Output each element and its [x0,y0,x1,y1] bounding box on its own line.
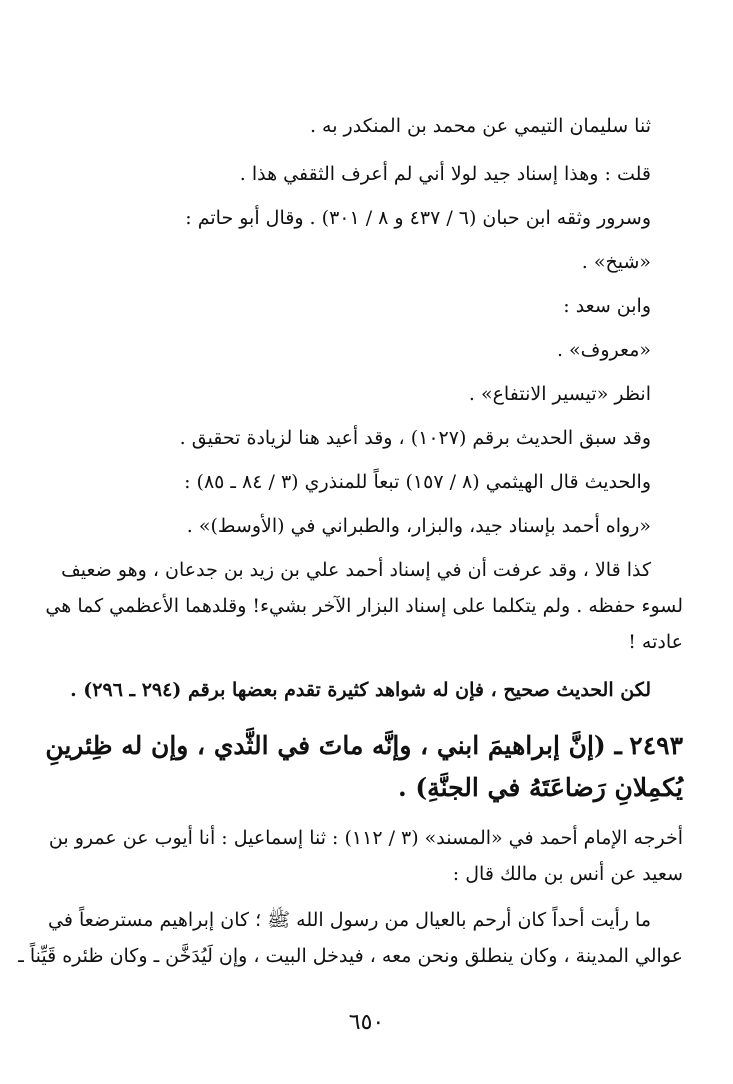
hadith-number: ٢٤٩٣ [629,731,683,760]
text-line: عوالي المدينة ، وكان ينطلق ونحن معه ، فيدخل البيت ، وإن لَيُدَخَّن ـ وكان ظئره قَيِّناً ـ [18,945,683,967]
hadith-heading-text: ـ (إنَّ إبراهيمَ ابني ، وإنَّه ماتَ في الثَّدي ، وإن له ظِئرينِ [45,731,622,760]
page-number: ٦٥٠ [348,1010,385,1035]
text-line: «معروف» . [556,339,651,361]
text-line: لسوء حفظه . ولم يتكلما على إسناد البزار الآخر بشيء! وقلدهما الأعظمي كما هي [45,595,683,617]
text-line: سعيد عن أنس بن مالك قال : [452,863,683,885]
hadith-heading [40,726,683,766]
text-line: وابن سعد : [563,295,651,317]
text-line: والحديث قال الهيثمي (٨ / ١٥٧) تبعاً للمنذري (٣ / ٨٤ ـ ٨٥) : [184,471,651,493]
text-line: كذا قالا ، وقد عرفت أن في إسناد أحمد علي بن زيد بن جدعان ، وهو ضعيف [61,559,651,581]
text-line: «رواه أحمد بإسناد جيد، والبزار، والطبراني في (الأوسط)» . [186,515,651,537]
text-line: ثنا سليمان التيمي عن محمد بن المنكدر به . [309,115,651,137]
text-line: وقد سبق الحديث برقم (١٠٢٧) ، وقد أعيد هنا لزيادة تحقيق . [179,427,651,449]
text-line: «شيخ» . [581,251,651,273]
text-line: أخرجه الإمام أحمد في «المسند» (٣ / ١١٢) : ثنا إسماعيل : أنا أيوب عن عمرو بن [48,827,683,849]
text-line-bold: لكن الحديث صحيح ، فإن له شواهد كثيرة تقدم بعضها برقم (٢٩٤ ـ ٢٩٦) . [70,679,651,701]
text-line: وسرور وثقه ابن حبان (٦ / ٤٣٧ و ٨ / ٣٠١) . وقال أبو حاتم : [185,207,651,229]
text-line: انظر «تيسير الانتفاع» . [468,383,651,405]
text-line: عادته ! [628,631,683,653]
hadith-heading-cont: يُكمِلانِ رَضاعَتَهُ في الجنَّةِ) . [397,773,683,802]
text-line: ما رأيت أحداً كان أرحم بالعيال من رسول الله ﷺ ؛ كان إبراهيم مسترضعاً في [48,909,651,931]
text-line: قلت : وهذا إسناد جيد لولا أني لم أعرف الثقفي هذا . [239,163,651,185]
